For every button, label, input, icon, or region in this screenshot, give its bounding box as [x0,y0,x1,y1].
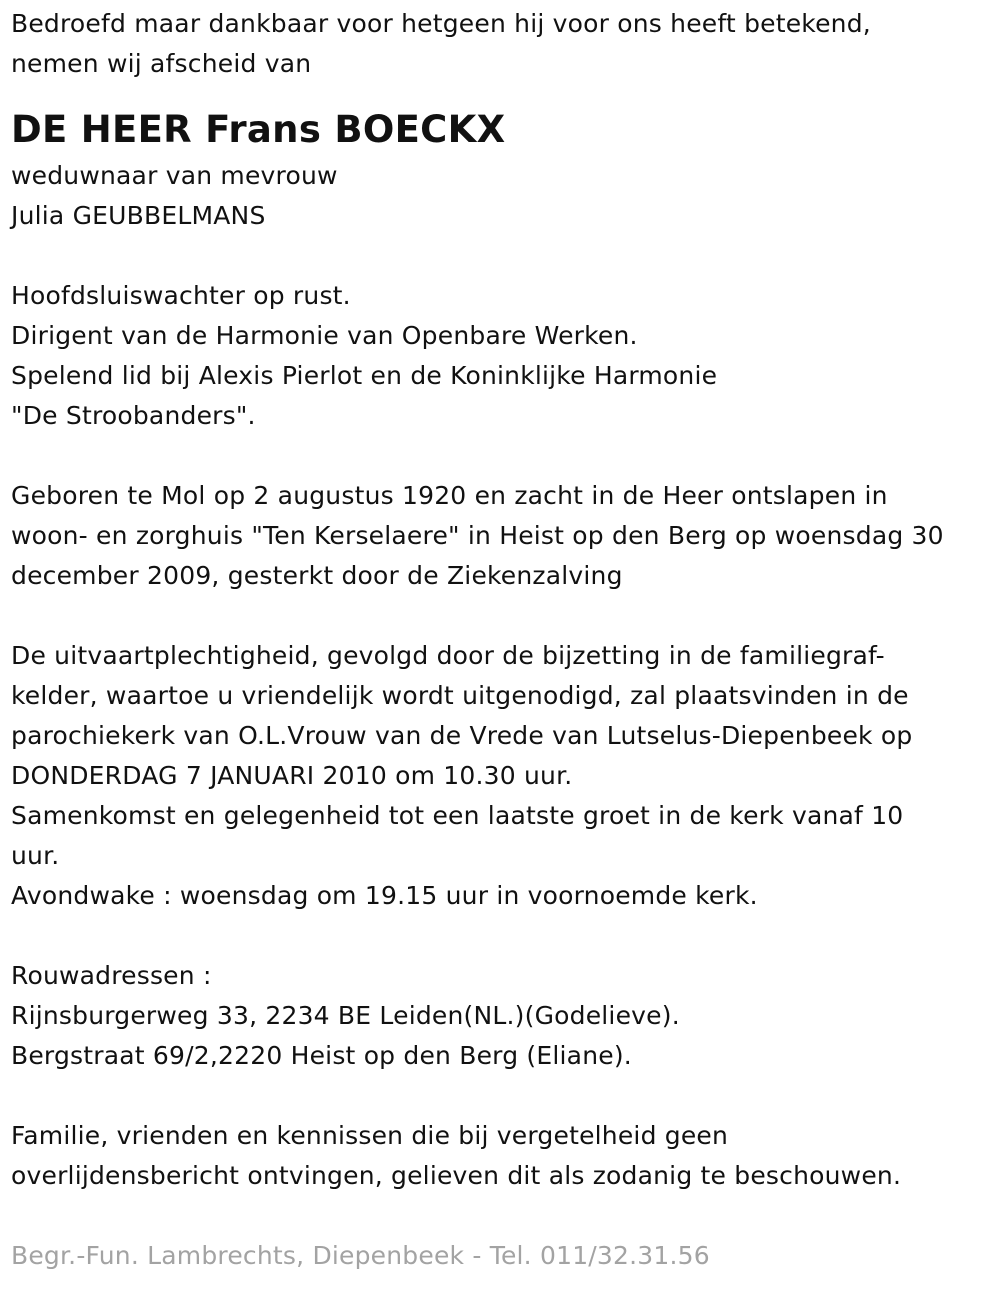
funeral-line: De uitvaartplechtigheid, gevolgd door de bijzetting in de familiegraf- [11,641,885,670]
spacer [11,916,996,956]
intro-section [11,4,996,84]
addresses-heading: Rouwadressen : [11,961,212,990]
biography-line: "De Stroobanders". [11,401,256,430]
birth-death-line: woon- en zorghuis "Ten Kerselaere" in Heist op den Berg op woensdag 30 [11,521,944,550]
addresses-section [11,956,996,1076]
spacer [11,596,996,636]
deceased-relation: weduwnaar van mevrouw [11,161,338,190]
closing-line: Familie, vrienden en kennissen die bij vergetelheid geen [11,1121,729,1150]
deceased-section [11,104,996,236]
birth-death-line: Geboren te Mol op 2 augustus 1920 en zacht in de Heer ontslapen in [11,481,888,510]
deceased-name: DE HEER Frans BOECKX [11,108,506,151]
funeral-line: uur. [11,841,60,870]
funeral-line: Avondwake : woensdag om 19.15 uur in voornoemde kerk. [11,881,758,910]
funeral-section [11,636,996,916]
address-line: Rijnsburgerweg 33, 2234 BE Leiden(NL.)(Godelieve). [11,1001,680,1030]
biography-line: Spelend lid bij Alexis Pierlot en de Koninklijke Harmonie [11,361,718,390]
deceased-spouse: Julia GEUBBELMANS [11,201,266,230]
birth-death-line: december 2009, gesterkt door de Ziekenzalving [11,561,623,590]
funeral-line: parochiekerk van O.L.Vrouw van de Vrede van Lutselus-Diepenbeek op [11,721,913,750]
birth-death-section [11,476,996,596]
spacer [11,1076,996,1116]
closing-section [11,1116,996,1196]
intro-line: Bedroefd maar dankbaar voor hetgeen hij voor ons heeft betekend, [11,9,871,38]
biography-line: Hoofdsluiswachter op rust. [11,281,351,310]
closing-line: overlijdensbericht ontvingen, gelieven dit als zodanig te beschouwen. [11,1161,902,1190]
biography-section [11,276,996,436]
funeral-line: Samenkomst en gelegenheid tot een laatste groet in de kerk vanaf 10 [11,801,904,830]
spacer [11,1196,996,1236]
funeral-line: DONDERDAG 7 JANUARI 2010 om 10.30 uur. [11,761,573,790]
funeral-line: kelder, waartoe u vriendelijk wordt uitgenodigd, zal plaatsvinden in de [11,681,909,710]
intro-line: nemen wij afscheid van [11,49,312,78]
address-line: Bergstraat 69/2,2220 Heist op den Berg (Eliane). [11,1041,632,1070]
obituary-text [11,4,996,1276]
spacer [11,236,996,276]
biography-line: Dirigent van de Harmonie van Openbare Werken. [11,321,638,350]
funeral-home-footer: Begr.-Fun. Lambrechts, Diepenbeek - Tel. 011/32.31.56 [11,1241,710,1270]
spacer [11,436,996,476]
